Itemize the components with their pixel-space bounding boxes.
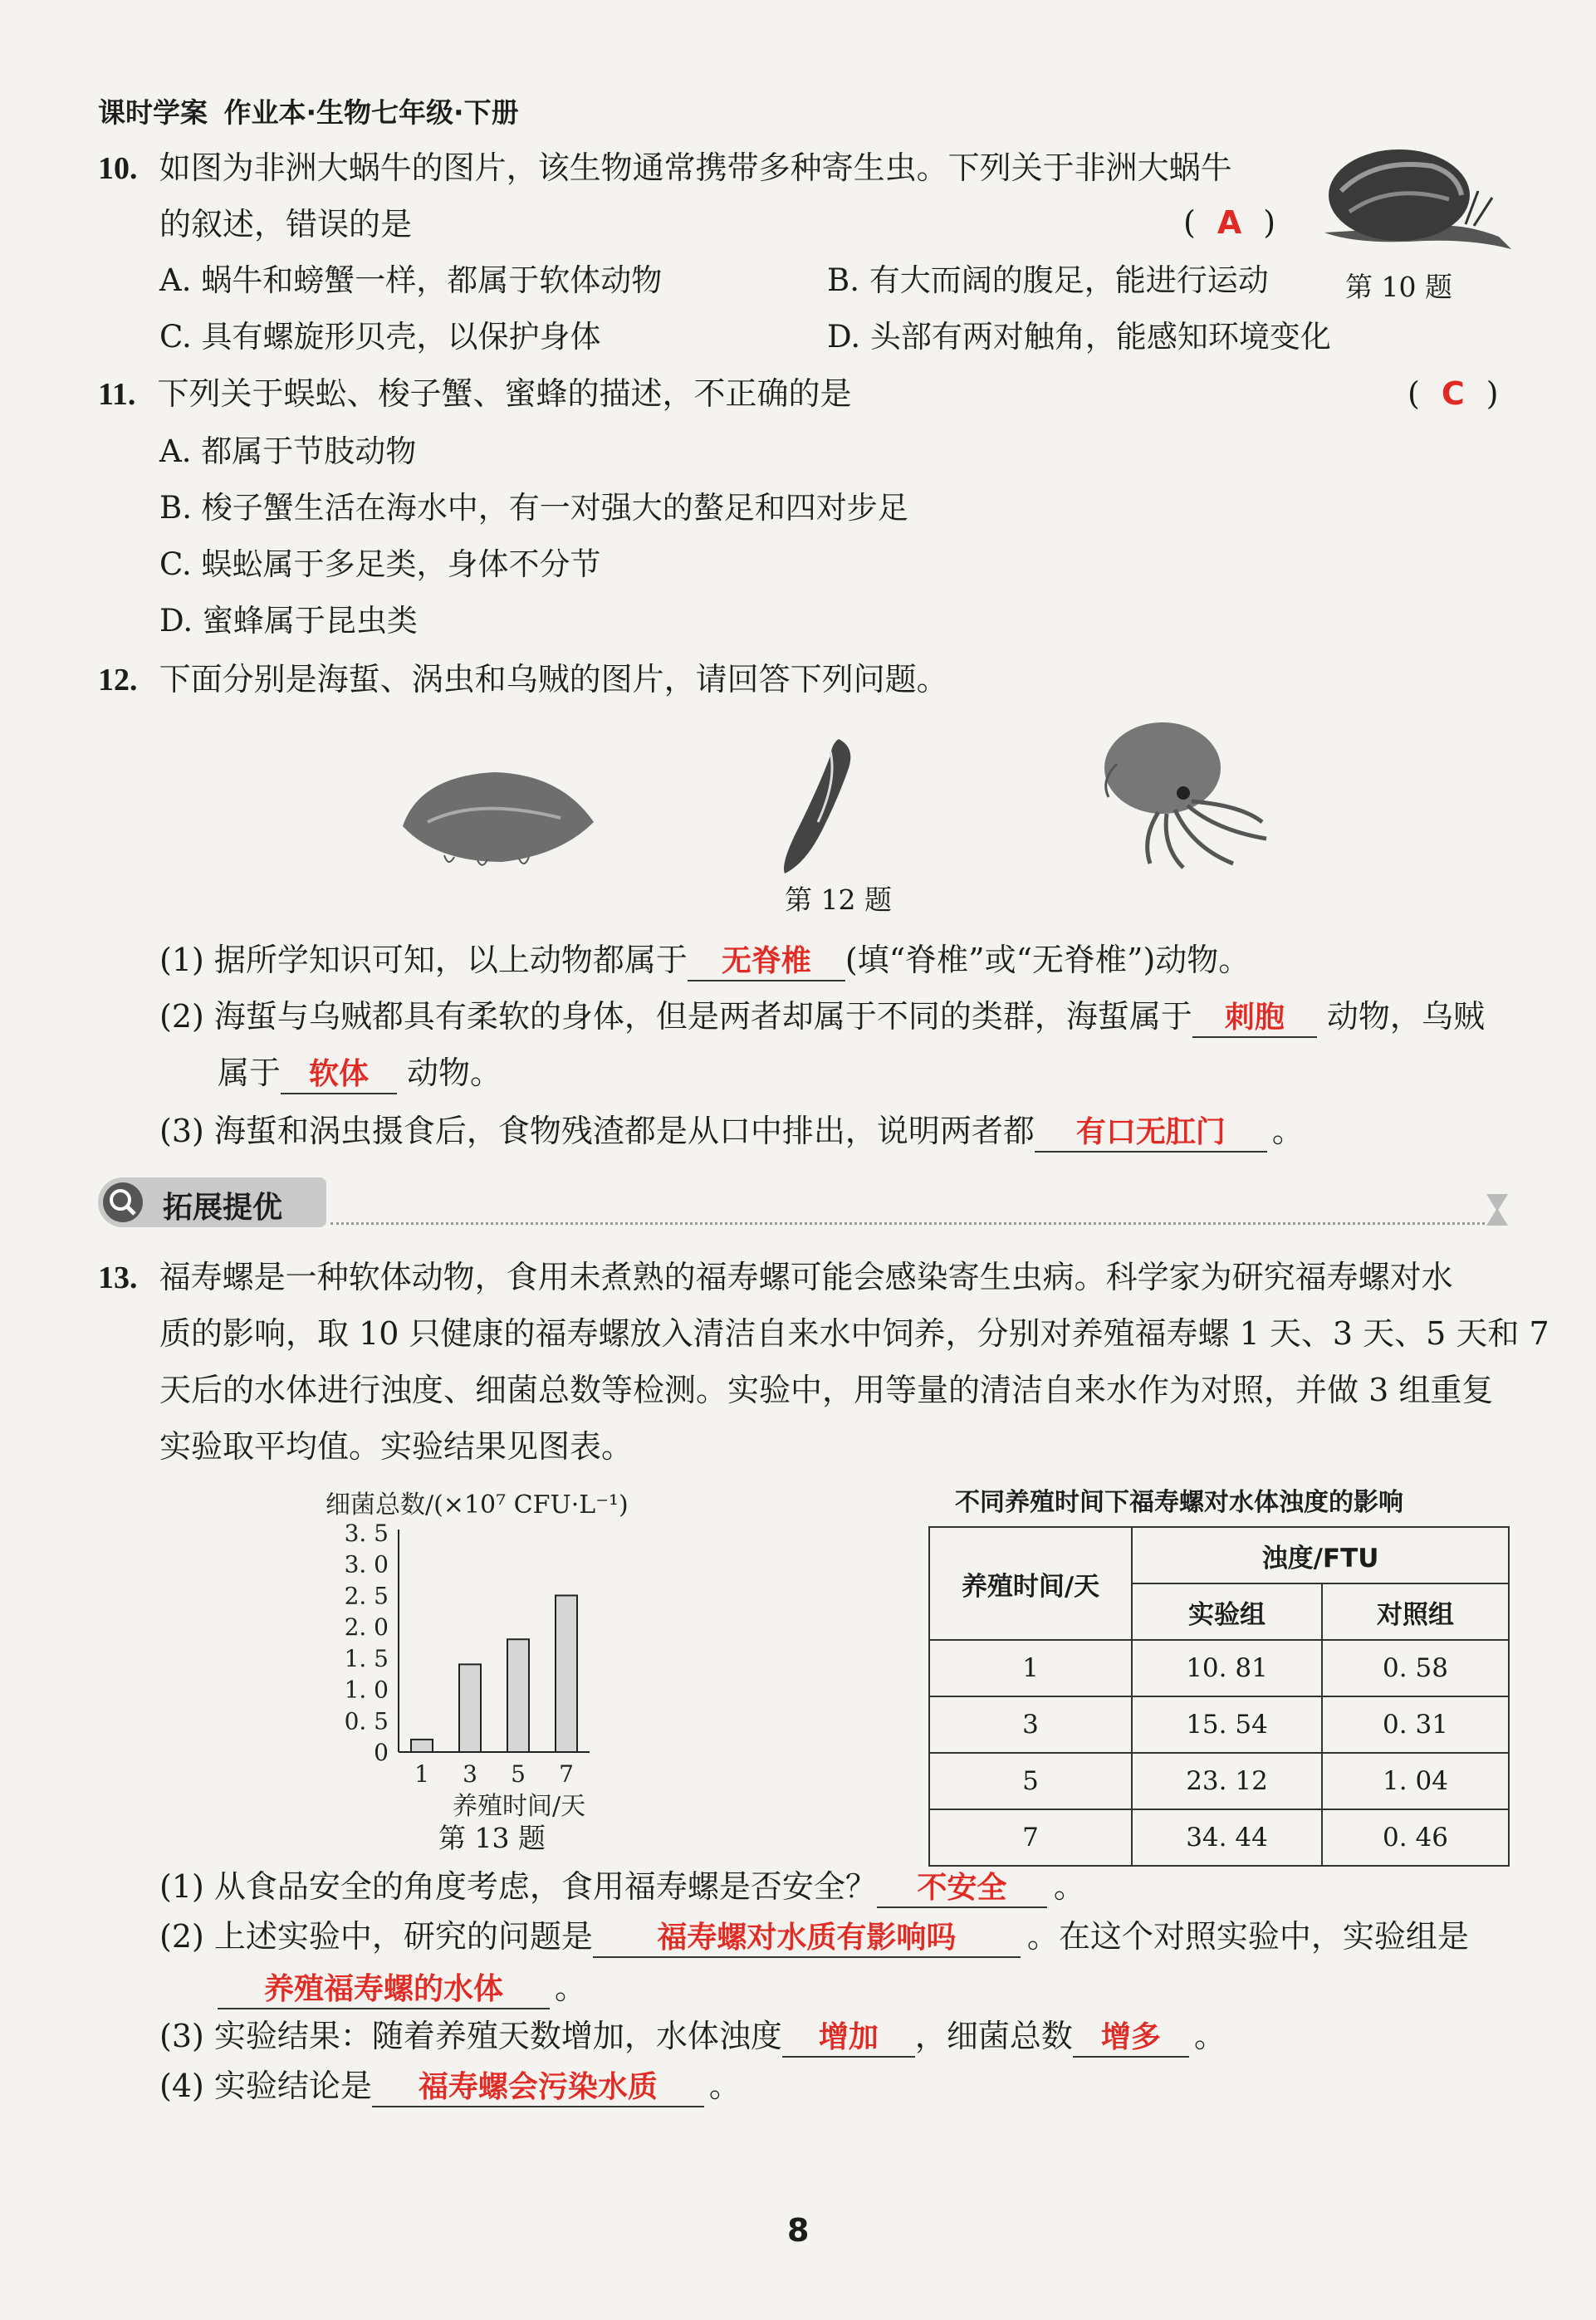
q13-part3 [159, 2016, 1226, 2058]
q13-part2-text-mid: 。在这个对照实验中，实验组是 [1026, 1918, 1469, 1955]
section-title: 拓展提优 [163, 1191, 283, 1225]
q12-part2-text-end: 动物。 [407, 1055, 502, 1091]
header-title: 作业本 [223, 96, 306, 129]
q13-stem-1: 福寿螺是一种软体动物，食用未煮熟的福寿螺可能会感染寄生虫病。科学家为研究福寿螺对水 [159, 1259, 1453, 1295]
table-cell: 15. 54 [1132, 1696, 1322, 1753]
q11-option-c: C. 蜈蚣属于多足类，身体不分节 [159, 546, 601, 582]
table-cell: 1 [929, 1640, 1132, 1696]
q13-stem-4: 实验取平均值。实验结果见图表。 [159, 1428, 634, 1465]
q10-option-b: B. 有大而阔的腹足，能进行运动 [827, 262, 1269, 298]
table-cell: 1. 04 [1322, 1753, 1509, 1809]
q12-part2-cont [218, 1053, 502, 1094]
q11-option-b: B. 梭子蟹生活在海水中，有一对强大的螯足和四对步足 [159, 490, 908, 526]
page-header [98, 91, 519, 130]
table-cell: 23. 12 [1132, 1753, 1322, 1809]
snail-image [1308, 133, 1515, 257]
q11-answer-paren: ( C ) [1408, 375, 1499, 412]
q10-stem-line2: 的叙述，错误的是 [159, 206, 413, 242]
chart-y-tick: 1. 0 [344, 1676, 389, 1704]
q12-part2-answer2: 软体 [281, 1056, 397, 1094]
turbidity-table [928, 1526, 1510, 1867]
q12-part2-answer1: 刺胞 [1192, 1000, 1317, 1038]
table-cell: 3 [929, 1696, 1132, 1753]
q13-part3-answer2: 增多 [1073, 2019, 1189, 2058]
squid-image [1084, 714, 1275, 872]
q13-part4-text: (4) 实验结论是 [159, 2068, 372, 2104]
chart-xlabel: 养殖时间/天 [453, 1792, 586, 1821]
q13-part2-answer2: 养殖福寿螺的水体 [218, 1971, 550, 2009]
q12-part2 [159, 996, 1485, 1038]
q12-part2-text-mid: 动物，乌贼 [1326, 998, 1485, 1035]
q13-part1-text: (1) 从食品安全的角度考虑，食用福寿螺是否安全？ [159, 1868, 877, 1905]
q13-part3-text: (3) 实验结果：随着养殖天数增加，水体浊度 [159, 2018, 782, 2054]
table-cell: 0. 58 [1322, 1640, 1509, 1696]
q13-part2 [159, 1916, 1469, 1958]
q10-option-a: A. 蜗牛和螃蟹一样，都属于软体动物 [159, 262, 663, 298]
search-icon [103, 1182, 143, 1222]
section-rule [330, 1222, 1485, 1225]
q13-part1-answer: 不安全 [877, 1870, 1047, 1908]
q10-option-c: C. 具有螺旋形贝壳，以保护身体 [159, 319, 601, 355]
q10-answer: A [1217, 204, 1242, 241]
q10-stem-line1: 如图为非洲大蜗牛的图片，该生物通常携带多种寄生虫。下列关于非洲大蜗牛 [159, 149, 1232, 186]
q13-part2-cont [218, 1968, 586, 2009]
q12-part1-text: (1) 据所学知识可知，以上动物都属于 [159, 942, 688, 978]
table-cell: 10. 81 [1132, 1640, 1322, 1696]
q13-number: 13. [98, 1260, 138, 1295]
chart-bar [556, 1595, 577, 1752]
table-cell: 34. 44 [1132, 1809, 1322, 1866]
q11-option-d: D. 蜜蜂属于昆虫类 [159, 603, 418, 639]
chart-bar [459, 1664, 481, 1752]
q13-part2-text: (2) 上述实验中，研究的问题是 [159, 1918, 593, 1955]
table-row [929, 1753, 1509, 1809]
chart-bar [507, 1639, 529, 1752]
q12-stem: 下面分别是海蜇、涡虫和乌贼的图片，请回答下列问题。 [159, 661, 948, 697]
page-number: 8 [787, 2212, 810, 2249]
q11-number: 11. [98, 377, 136, 412]
q10-line1 [98, 148, 1232, 188]
q11-option-a: A. 都属于节肢动物 [159, 433, 417, 469]
q13-part4 [159, 2066, 741, 2107]
table-cell: 0. 46 [1322, 1809, 1509, 1866]
q12-part3-answer: 有口无肛门 [1035, 1114, 1267, 1153]
table-cell: 7 [929, 1809, 1132, 1866]
q12-part3-text: (3) 海蜇和涡虫摄食后，食物残渣都是从口中排出，说明两者都 [159, 1113, 1035, 1149]
q13-part3-text-mid: ，细菌总数 [914, 2018, 1073, 2054]
table-header-time: 养殖时间/天 [929, 1527, 1132, 1640]
turbidity-table-title: 不同养殖时间下福寿螺对水体浊度的影响 [955, 1488, 1403, 1517]
q10-number: 10. [98, 151, 138, 186]
q11-answer: C [1441, 375, 1465, 412]
header-subtitle: ·生物七年级·下册 [306, 96, 519, 129]
q13-part3-text-end: 。 [1193, 2018, 1226, 2054]
hourglass-icon [1486, 1194, 1508, 1226]
chart-x-tick: 5 [511, 1760, 526, 1788]
chart-y-tick: 0. 5 [344, 1707, 389, 1735]
q12-part3 [159, 1111, 1304, 1153]
table-header-ctrl: 对照组 [1322, 1583, 1509, 1640]
q12-line1 [98, 659, 948, 700]
table-cell: 0. 31 [1322, 1696, 1509, 1753]
q13-part2-answer1: 福寿螺对水质有影响吗 [593, 1920, 1021, 1958]
jellyfish-image [394, 764, 606, 872]
header-brand: 课时学案 [98, 96, 208, 129]
q13-part1-text-end: 。 [1053, 1868, 1085, 1905]
chart-y-tick: 3. 0 [344, 1550, 389, 1578]
q12-part2-text: (2) 海蜇与乌贼都具有柔软的身体，但是两者却属于不同的类群，海蜇属于 [159, 998, 1192, 1035]
q10-option-d: D. 头部有两对触角，能感知环境变化 [827, 319, 1331, 355]
table-row [929, 1640, 1509, 1696]
bacteria-bar-chart [307, 1478, 673, 1843]
chart-ylabel: 细菌总数/(×10⁷ CFU·L⁻¹) [326, 1490, 629, 1520]
q12-part2-text-c: 属于 [218, 1055, 282, 1091]
chart-x-tick: 1 [414, 1760, 429, 1788]
chart-y-tick: 3. 5 [344, 1520, 389, 1547]
q12-part1-text-end: (填“脊椎”或“无脊椎”)动物。 [845, 942, 1251, 978]
chart-bar [411, 1740, 433, 1752]
chart-y-tick: 2. 5 [344, 1582, 389, 1610]
q12-caption: 第 12 题 [785, 883, 892, 916]
q13-stem-2: 质的影响，取 10 只健康的福寿螺放入清洁自来水中饲养，分别对养殖福寿螺 1 天、3 天、5 天和 7 [159, 1315, 1549, 1352]
q13-part1 [159, 1867, 1085, 1908]
section-header [98, 1177, 1510, 1232]
q12-part1 [159, 940, 1250, 981]
q13-part3-answer1: 增加 [782, 2019, 915, 2058]
q10-line2 [159, 204, 412, 244]
q12-number: 12. [98, 663, 138, 697]
q13-part4-answer: 福寿螺会污染水质 [372, 2069, 704, 2107]
table-row [929, 1696, 1509, 1753]
q11-line1 [98, 374, 852, 414]
q13-stem-3: 天后的水体进行浊度、细菌总数等检测。实验中，用等量的清洁自来水作为对照，并做 3 组重复 [159, 1372, 1494, 1408]
q10-answer-paren: ( A ) [1183, 204, 1276, 241]
q11-stem: 下列关于蜈蚣、梭子蟹、蜜蜂的描述，不正确的是 [157, 375, 852, 412]
q13-part2-text-end: 。 [555, 1970, 587, 2006]
q13-line1 [98, 1257, 1453, 1298]
chart-x-tick: 7 [559, 1760, 574, 1788]
q13-part4-text-end: 。 [708, 2068, 741, 2104]
q12-part3-text-end: 。 [1271, 1113, 1304, 1149]
q12-part1-answer: 无脊椎 [688, 943, 845, 981]
chart-x-tick: 3 [463, 1760, 477, 1788]
table-header-exp: 实验组 [1132, 1583, 1322, 1640]
table-cell: 5 [929, 1753, 1132, 1809]
planarian-image [772, 731, 872, 880]
chart-y-tick: 0 [374, 1739, 389, 1766]
chart-y-tick: 2. 0 [344, 1613, 389, 1642]
q13-caption: 第 13 题 [438, 1822, 546, 1854]
chart-y-tick: 1. 5 [344, 1644, 389, 1672]
table-row [929, 1809, 1509, 1866]
table-header-ftu: 浊度/FTU [1132, 1527, 1509, 1583]
q10-caption: 第 10 题 [1345, 271, 1452, 303]
